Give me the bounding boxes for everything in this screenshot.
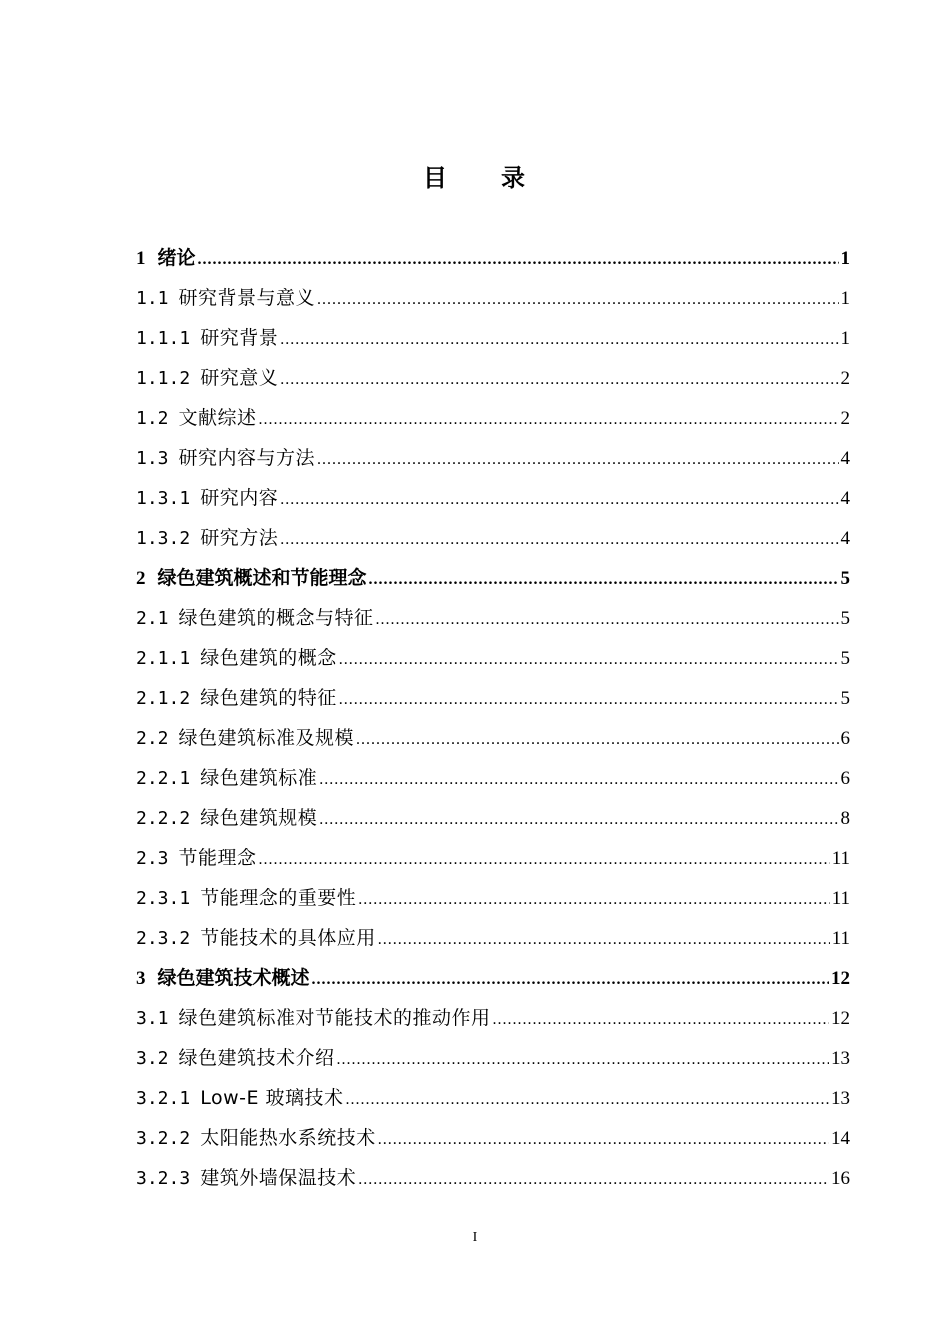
toc-entry-title: 绿色建筑技术概述 [157,967,310,989]
toc-entry[interactable] [136,398,850,438]
dot-leader [369,560,839,600]
toc-entry-number: 2.3 [136,848,169,869]
toc-entry[interactable] [136,718,850,758]
toc-entry[interactable] [136,1158,850,1198]
toc-entry-page: 4 [840,448,850,469]
toc-entry[interactable] [136,1118,850,1158]
dot-leader [259,400,839,440]
toc-entry-page: 12 [831,1008,850,1029]
toc-entry-page: 11 [831,928,850,949]
toc-entry[interactable] [136,1078,850,1118]
toc-entry[interactable] [136,758,850,798]
toc-entry[interactable] [136,878,850,918]
dot-leader [198,240,839,280]
toc-entry-page: 5 [840,608,850,629]
toc-entry-title: 节能理念的重要性 [200,887,357,909]
toc-entry[interactable] [136,558,850,598]
title-char-1: 目 [423,164,449,192]
toc-entry-page: 12 [831,968,850,989]
dot-leader [339,680,839,720]
dot-leader [378,920,830,960]
toc-entry-page: 13 [831,1048,850,1069]
toc-entry-page: 8 [840,808,850,829]
toc-entry-number: 2.2.2 [136,808,191,829]
toc-entry-number: 3 [136,968,146,989]
toc-entry-page: 5 [840,688,850,709]
toc-entry[interactable] [136,278,850,318]
dot-leader [280,520,838,560]
dot-leader [259,840,830,880]
toc-entry-number: 2.1.2 [136,688,191,709]
dot-leader [339,640,839,680]
toc-entry-title: 研究内容 [200,487,279,509]
toc-entry-number: 2 [136,568,146,589]
toc-entry[interactable] [136,638,850,678]
toc-entry-title: 绪论 [157,247,196,269]
toc-entry-page: 11 [831,888,850,909]
toc-entry-number: 3.2.3 [136,1168,191,1189]
toc-entry-title: 文献综述 [178,407,257,429]
toc-entry-page: 4 [840,528,850,549]
dot-leader [280,360,838,400]
toc-entry-title: 节能理念 [178,847,257,869]
toc-entry-page: 5 [840,648,850,669]
toc-entry-number: 3.1 [136,1008,169,1029]
toc-entry[interactable] [136,598,850,638]
toc-entry[interactable] [136,918,850,958]
toc-entry-title: 绿色建筑的概念与特征 [178,607,374,629]
toc-entry-number: 1.3.1 [136,488,191,509]
toc-entry-number: 2.2 [136,728,169,749]
toc-entry-page: 1 [840,328,850,349]
toc-entry[interactable] [136,1038,850,1078]
dot-leader [312,960,829,1000]
toc-entry-number: 2.3.1 [136,888,191,909]
dot-leader [358,1160,829,1200]
toc-entry-number: 1 [136,248,146,269]
dot-leader [356,720,838,760]
dot-leader [317,280,838,320]
dot-leader [378,1120,829,1160]
toc-entry-title: 绿色建筑的特征 [200,687,337,709]
toc-entry-title: 太阳能热水系统技术 [200,1127,376,1149]
toc-entry[interactable] [136,998,850,1038]
toc-entry-number: 2.1 [136,608,169,629]
toc-entry-number: 2.2.1 [136,768,191,789]
toc-entry-number: 1.3 [136,448,169,469]
page-title [0,158,950,193]
toc-entry-page: 5 [840,568,850,589]
toc-entry-page: 4 [840,488,850,509]
toc-entry-number: 2.1.1 [136,648,191,669]
toc-entry-page: 1 [840,288,850,309]
toc-entry-title: 绿色建筑的概念 [200,647,337,669]
toc-entry-page: 16 [831,1168,850,1189]
toc-entry-page: 11 [831,848,850,869]
toc-entry-title: 研究意义 [200,367,279,389]
dot-leader [319,800,838,840]
dot-leader [376,600,839,640]
toc-entry[interactable] [136,478,850,518]
toc-entry-number: 3.2 [136,1048,169,1069]
table-of-contents [136,238,850,1198]
toc-entry-number: 3.2.2 [136,1128,191,1149]
toc-entry[interactable] [136,438,850,478]
dot-leader [358,880,830,920]
toc-entry[interactable] [136,838,850,878]
dot-leader [280,480,838,520]
toc-entry[interactable] [136,318,850,358]
toc-entry-title: 研究方法 [200,527,279,549]
toc-entry[interactable] [136,518,850,558]
toc-entry[interactable] [136,238,850,278]
toc-entry-title: 绿色建筑规模 [200,807,318,829]
toc-entry-title: Low-E 玻璃技术 [200,1087,344,1109]
dot-leader [346,1080,829,1120]
toc-entry[interactable] [136,358,850,398]
toc-entry-number: 1.1.1 [136,328,191,349]
toc-entry-page: 6 [840,768,850,789]
dot-leader [280,320,838,360]
toc-entry-number: 2.3.2 [136,928,191,949]
toc-entry-title: 绿色建筑标准及规模 [178,727,355,749]
toc-entry[interactable] [136,798,850,838]
toc-entry[interactable] [136,958,850,998]
toc-entry-page: 2 [840,368,850,389]
toc-entry[interactable] [136,678,850,718]
toc-entry-page: 2 [840,408,850,429]
toc-entry-title: 研究背景与意义 [178,287,316,309]
dot-leader [317,440,838,480]
toc-entry-title: 绿色建筑技术介绍 [178,1047,335,1069]
toc-entry-title: 建筑外墙保温技术 [200,1167,357,1189]
toc-entry-number: 1.1 [136,288,169,309]
toc-entry-number: 1.1.2 [136,368,191,389]
dot-leader [493,1000,829,1040]
toc-entry-page: 13 [831,1088,850,1109]
toc-entry-title: 研究背景 [200,327,279,349]
toc-entry-title: 绿色建筑标准对节能技术的推动作用 [178,1007,491,1029]
dot-leader [337,1040,829,1080]
toc-entry-title: 绿色建筑概述和节能理念 [157,567,367,589]
toc-entry-title: 研究内容与方法 [178,447,316,469]
toc-entry-number: 3.2.1 [136,1088,191,1109]
toc-entry-page: 14 [831,1128,850,1149]
toc-entry-number: 1.2 [136,408,169,429]
title-char-2: 录 [501,164,527,192]
toc-entry-page: 1 [840,248,850,269]
toc-entry-number: 1.3.2 [136,528,191,549]
toc-entry-title: 绿色建筑标准 [200,767,318,789]
dot-leader [319,760,838,800]
toc-entry-title: 节能技术的具体应用 [200,927,376,949]
toc-entry-page: 6 [840,728,850,749]
page-number-footer: I [472,1230,478,1245]
